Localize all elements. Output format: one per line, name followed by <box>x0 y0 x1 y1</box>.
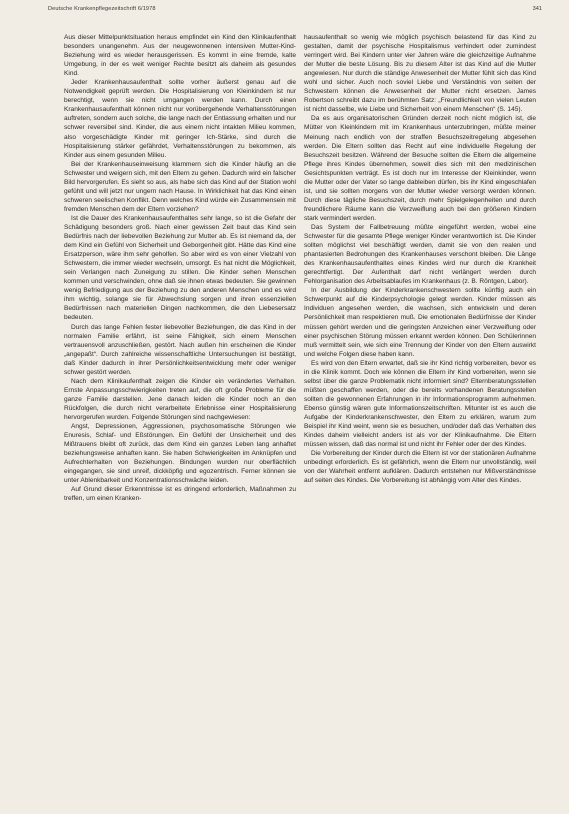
paragraph: Ist die Dauer des Krankenhausaufenthaltes sehr lange, so ist die Gefahr der Schädigung besonders groß. Nach einer gewissen Zeit baut das Kind sein Bedürfnis nach der liebevollen Beziehung zur Mutter ab. Es ist niemand da, der dem Kind ein Gefühl von Sicherheit und Geborgenheit gibt. Hätte das Kind eine Ersatzperson, wäre ihm sehr geholfen. So aber wird es von einer Vielzahl von Schwestern, die immer wieder wechseln, umsorgt. Es hat nicht die Möglichkeit, sein Verlangen nach Zuneigung zu stillen. Die Kinder sehen Menschen kommen und verschwinden, ohne daß sie ihnen etwas bedeuten. Sie gewinnen wenig Befriedigung aus der Beziehung zu den anderen Menschen und es wird ihm wichtig, solange sie für Abwechslung sorgen und ihren essenziellen Bedürfnissen nach materiellen Dingen nachkommen, die den Liebesersatz bedeuten. <box>64 214 296 322</box>
page-number: 341 <box>532 6 542 12</box>
paragraph: Die Vorbereitung der Kinder durch die Eltern ist vor der stationären Aufnahme unbedingt erforderlich. Es ist gefährlich, wenn die Eltern nur unvollständig, weil von der Wahrheit entfernt aufklären. Dadurch entstehen nur Mißverständnisse auf seiten des Kindes. Die Vorbereitung ist abhängig vom Alter des Kindes. <box>304 450 536 485</box>
paragraph: Auf Grund dieser Erkenntnisse ist es dringend erforderlich, Maßnahmen zu treffen, um einen Kranken- <box>64 486 296 503</box>
paragraph: Durch das lange Fehlen fester liebevoller Beziehungen, die das Kind in der normalen Familie erfährt, ist seine Fähigkeit, sich einem Menschen vertrauensvoll anzuschließen, gestört. Nach außen hin erscheinen die Kinder „angepaßt“. Durch zahlreiche wissenschaftliche Untersuchungen ist bestätigt, daß Kinder dadurch in ihrer Persönlichkeitsentwicklung mehr oder weniger schwer gestört werden. <box>64 323 296 376</box>
paragraph: Angst, Depressionen, Aggressionen, psychosomatische Störungen wie Enuresis, Schlaf- und Eßstörungen. Ein Gefühl der Unsicherheit und des Mißtrauens bleibt oft zurück, das dem Kind ein ganzes Leben lang anhaftet beziehungsweise anhaften kann. Sie haben Schwierigkeiten im Anknüpfen und Aufrechterhalten von Beziehungen. Bindungen wurden nur oberflächlich eingegangen, sie sind unreif, dickköpfig und egozentrisch. Ferner können sie unter Ablenkbarkeit und Konzentrationsschwäche leiden. <box>64 423 296 485</box>
paragraph: In der Ausbildung der Kinderkrankenschwestern sollte künftig auch ein Schwerpunkt auf die Kinderpsychologie gelegt werden. Kinder müssen als Individuen angesehen werden, die wachsen, sich entwickeln und deren Persönlichkeit man respektieren muß. Die emotionalen Bedürfnisse der Kinder müssen gehört werden und die geringsten Anzeichen einer Verzweiflung oder einer psychischen Störung müssen erkannt werden können. Den Schülerinnen muß vermittelt sein, wie sich eine Trennung der Kinder von den Eltern auswirkt und welche Folgen diese haben kann. <box>304 287 536 358</box>
paragraph: Aus dieser Mittelpunktsituation heraus empfindet ein Kind den Klinikaufenthalt besonders unangenehm. Aus der neugewonnenen intensiven Mutter-Kind-Beziehung wird es wieder herausgerissen. Es kommt in eine fremde, kalte Umgebung, in der es weit weniger Rechte besitzt als daheim als gesundes Kind. <box>64 34 296 78</box>
text-column-right <box>304 33 536 811</box>
paragraph: Nach dem Klinikaufenthalt zeigen die Kinder ein verändertes Verhalten. Ernste Anpassungsschwierigkeiten treten auf, die oft große Probleme für die ganze Familie darstellen. Jene danach leiden die Kinder noch an den Rückfolgen, die durch nicht verarbeitete Erlebnisse einer Hospitalisierung hervorgerufen wurden. Folgende Störungen sind nachgewiesen: <box>64 377 296 421</box>
paragraph: Jeder Krankenhausaufenthalt sollte vorher äußerst genau auf die Notwendigkeit geprüft werden. Die Hospitalisierung von Kleinkindern ist nur berechtigt, wenn sie nicht umgangen werden kann. Durch einen Krankenhausaufenthalt können nicht nur vorübergehende Verhaltensstörungen auftreten, sondern auch solche, die lange nach der Entlassung erhalten und nur schwer reversibel sind. Kinder, die aus einem nicht intakten Milieu kommen, also vorgeschädigte Kinder mit geringer Ich-Stärke, sind durch die Hospitalisierung stärker gefährdet, Verhaltensstörungen zu bekommen, als Kinder aus einem gesunden Milieu. <box>64 79 296 159</box>
paragraph: Da es aus organisatorischen Gründen derzeit noch nicht möglich ist, die Mütter von Kleinkindern mit im Krankenhaus unterzubringen, müßte meiner Meinung nach endlich von der straffen Besuchszeitregelung abgesehen werden. Die Eltern sollten das Recht auf eine individuelle Regelung der Besuchszeit besitzen. Während der Besuche sollten die Eltern die allgemeine Pflege ihres Kindes übernehmen, soweit dies sich mit den medizinischen Gesichtspunkten verträgt. Es ist doch nur im Interesse der Kleinkinder, wenn die Mutter oder der Vater so lange dableiben dürfen, bis ihr Kind eingeschlafen ist, und sie sollten morgens von der Mutter wieder versorgt werden können. Durch diese tägliche Besuchszeit, durch mehr Spielgelegenheiten und durch freundlichere Räume kann die Verzweiflung auch bei den größeren Kindern stark vermindert werden. <box>304 115 536 222</box>
journal-title: Deutsche Krankenpflegezeitschrift 6/1978 <box>48 6 156 12</box>
running-header <box>0 6 569 18</box>
paragraph: Das System der Fallbetreuung müßte eingeführt werden, wobei eine Schwester für die gesamte Pflege weniger Kinder verantwortlich ist. Die Kinder sollten möglichst viel beschäftigt werden, damit sie von den realen und phantasierten Bedrohungen des Krankenhauses verschont bleiben. Die Länge des Krankenhausaufenthaltes eines Kindes wird nur durch die Krankheit gerechtfertigt. Der Aufenthalt darf nicht verlängert werden durch Fehlorganisation des Arbeitsablaufes im Krankenhaus (z. B. Röntgen, Labor). <box>304 223 536 286</box>
paragraph: Bei der Krankenhauseinweisung klammern sich die Kinder häufig an die Schwester und weigern sich, mit den Eltern zu gehen. Dadurch wird ein falscher Bild hervorgerufen. Es sieht so aus, als habe sich das Kind auf der Station wohl gefühlt und will jetzt nur ungern nach Hause. In Wirklichkeit hat das Kind einen schweren seelischen Konflikt. Denn welches Kind würde ein Zusammensein mit fremden Menschen dem der Eltern vorziehen? <box>64 160 296 213</box>
paragraph: hausaufenthalt so wenig wie möglich psychisch belastend für das Kind zu gestalten, damit der psychische Hospitalismus verhindert oder zumindest verringert wird. Bei Kindern unter vier Jahren wäre die gleichzeitige Aufnahme der Mutter die beste Lösung. Bis zu diesem Alter ist das Kind auf die Mutter angewiesen. Nur durch die ständige Anwesenheit der Mutter fühlt sich das Kind wohl und sicher. Auch noch soviel Liebe und Verständnis von seiten der Schwestern können die Anwesenheit der Mutter nicht ersetzen. James Robertson schreibt dazu im berühmten Satz: „Freundlichkeit von vielen Leuten ist nicht dasselbe, wie Liebe und Sicherheit von einem Menschen“ (S. 145). <box>304 34 536 114</box>
text-column-left <box>64 33 296 811</box>
paragraph: Es wird von den Eltern erwartet, daß sie ihr Kind richtig vorbereiten, bevor es in die Klinik kommt. Doch wie können die Eltern ihr Kind vorbereiten, wenn sie selbst über die ganze Problematik nicht informiert sind? Elternberatungsstellen müßten geschaffen werden, oder die bereits vorhandenen Beratungsstellen sollten die gewonnenen Erfahrungen in ihr Informationsprogramm aufnehmen. Ebenso günstig wären gute Informationszeitschriften. Mitunter ist es auch die Aufgabe der Kinderkrankenschwester, den Eltern zu erklären, warum zum Beispiel ihr Kind weint, wenn sie es besuchen, und/oder daß das Verhalten des Kindes daheim vielleicht anders ist als vor der Klinikaufnahme. Die Eltern müssen wissen, daß das normal ist und nicht ihr Fehler oder der des Kindes. <box>304 359 536 449</box>
